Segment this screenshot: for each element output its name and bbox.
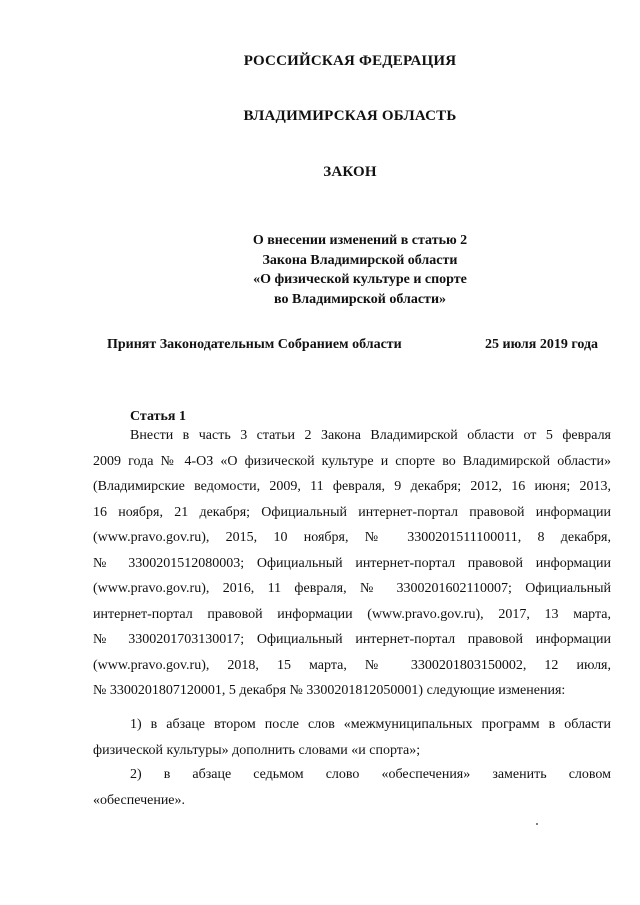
paragraph-line: № 3300201703130017; Официальный интернет-портал правовой информации	[93, 632, 611, 647]
law-title-line: Закона Владимирской области	[262, 252, 458, 268]
paragraph-line: 2) в абзаце седьмом слово «обеспечения» заменить словом	[130, 767, 611, 782]
paragraph-line: (www.pravo.gov.ru), 2015, 10 ноября, № 3300201511100011, 8 декабря,	[93, 530, 611, 545]
paragraph-line: (Владимирские ведомости, 2009, 11 февраля, 9 декабря; 2012, 16 июня; 2013,	[93, 479, 611, 494]
paragraph-line: Внести в часть 3 статьи 2 Закона Владимирской области от 5 февраля	[130, 428, 611, 443]
paragraph-line: (www.pravo.gov.ru), 2016, 11 февраля, № 3300201602110007; Официальный	[93, 581, 611, 596]
law-title-line: во Владимирской области»	[273, 291, 447, 307]
paragraph-line: № 3300201807120001, 5 декабря № 3300201812050001) следующие изменения:	[93, 683, 566, 698]
scan-speck	[536, 823, 538, 825]
paragraph-line: № 3300201512080003; Официальный интернет-портал правовой информации	[93, 555, 611, 571]
paragraph-line: интернет-портал правовой информации (www.pravo.gov.ru), 2017, 13 марта,	[93, 606, 611, 622]
paragraph-line: «обеспечение».	[93, 792, 186, 808]
amendment-item-2	[93, 762, 611, 813]
article-main-paragraph	[93, 423, 611, 704]
law-title-line: О внесении изменений в статью 2	[252, 233, 468, 248]
paragraph-line: 2009 года № 4-ОЗ «О физической культуре и спорте во Владимирской области»	[93, 453, 611, 469]
paragraph-line: (www.pravo.gov.ru), 2018, 15 марта, № 3300201803150002, 12 июля,	[93, 657, 611, 673]
law-title-line: «О физической культуре и спорте	[253, 272, 467, 287]
adoption-date: 25 июля 2019 года	[485, 337, 599, 352]
article-heading: Статья 1	[130, 409, 186, 424]
law-title	[200, 231, 520, 309]
paragraph-line: 1) в абзаце втором после слов «межмуниципальных программ в области	[130, 717, 611, 732]
region-heading: ВЛАДИМИРСКАЯ ОБЛАСТЬ	[243, 108, 457, 124]
amendment-item-1	[93, 712, 611, 763]
paragraph-line: 16 ноября, 21 декабря; Официальный интернет-портал правовой информации	[93, 504, 611, 520]
adopted-by-text: Принят Законодательным Собранием области	[107, 337, 402, 352]
paragraph-line: физической культуры» дополнить словами «и спорта»;	[93, 742, 421, 758]
document-type-heading: ЗАКОН	[323, 164, 377, 180]
country-heading: РОССИЙСКАЯ ФЕДЕРАЦИЯ	[243, 53, 457, 69]
